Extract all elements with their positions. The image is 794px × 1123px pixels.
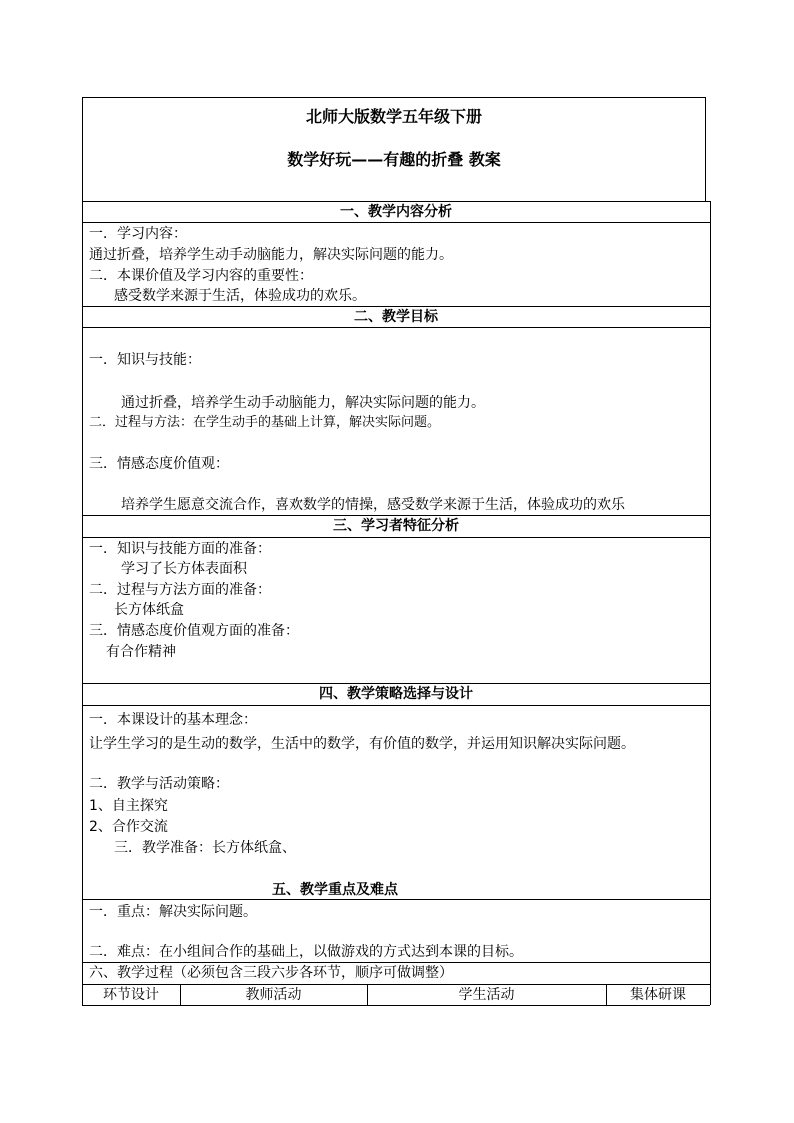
document-subtitle: 数学好玩——有趣的折叠 教案 (287, 150, 501, 169)
s1-line-3: 二．本课价值及学习内容的重要性： (89, 268, 313, 284)
s4-line-1: 一．本课设计的基本理念： (89, 712, 257, 728)
s2-line-1: 一．知识与技能： (89, 352, 201, 368)
s4-line-4: 1、自主探究 (89, 798, 168, 814)
s1-line-2: 通过折叠，培养学生动手动脑能力，解决实际问题的能力。 (89, 247, 453, 263)
s2-line-4: 三．情感态度价值观： (89, 456, 229, 472)
section-6-title: 六、教学过程（必须包含三段六步各环节，顺序可做调整） (89, 965, 453, 981)
column-header-student: 学生活动 (458, 987, 515, 1003)
s4-line-2: 让学生学习的是生动的数学，生活中的数学，有价值的数学，并运用知识解决实际问题。 (89, 736, 635, 752)
s5-line-1: 一．重点：解决实际问题。 (89, 904, 257, 920)
s4-line-3: 二．教学与活动策略： (89, 776, 229, 792)
column-header-research: 集体研课 (630, 987, 686, 1003)
s2-line-5: 培养学生愿意交流合作，喜欢数学的情操，感受数学来源于生活，体验成功的欢乐 (121, 497, 625, 513)
s4-line-5: 2、合作交流 (89, 819, 168, 835)
s3-line-1: 一．知识与技能方面的准备： (89, 541, 271, 557)
s4-line-6: 三．教学准备：长方体纸盒、 (114, 840, 296, 856)
s3-line-4: 长方体纸盒 (114, 602, 184, 618)
s3-line-3: 二．过程与方法方面的准备： (89, 582, 271, 598)
rule-left (82, 97, 83, 1005)
s5-line-2: 二．难点：在小组间合作的基础上，以做游戏的方式达到本课的目标。 (89, 944, 523, 960)
s2-line-2: 通过折叠，培养学生动手动脑能力，解决实际问题的能力。 (121, 395, 485, 411)
document-title: 北师大版数学五年级下册 (305, 107, 482, 126)
s1-line-1: 一．学习内容： (89, 226, 187, 242)
rule-s4-title-bottom (82, 705, 710, 706)
s2-line-3: 二．过程与方法：在学生动手的基础上计算，解决实际问题。 (89, 415, 441, 430)
column-header-stage: 环节设计 (103, 987, 159, 1003)
column-header-teacher: 教师活动 (245, 987, 302, 1003)
rule-bottom (82, 1005, 710, 1006)
s1-line-4: 感受数学来源于生活，体验成功的欢乐。 (114, 288, 366, 304)
rule-right (710, 201, 711, 1005)
s3-line-5: 三．情感态度价值观方面的准备： (89, 623, 299, 639)
section-2-title: 二、教学目标 (354, 309, 438, 325)
rule-s1-title-bottom (82, 222, 710, 223)
section-3-title: 三、学习者特征分析 (333, 518, 459, 534)
section-5-title: 五、教学重点及难点 (272, 882, 398, 898)
rule-s3-title-bottom (82, 537, 710, 538)
s3-line-2: 学习了长方体表面积 (121, 561, 247, 577)
s3-line-6: 有合作精神 (106, 644, 176, 660)
rule-top (82, 97, 706, 98)
section-4-title: 四、教学策略选择与设计 (319, 686, 473, 702)
section-1-title: 一、教学内容分析 (340, 204, 452, 220)
rule-s2-title-bottom (82, 327, 710, 328)
